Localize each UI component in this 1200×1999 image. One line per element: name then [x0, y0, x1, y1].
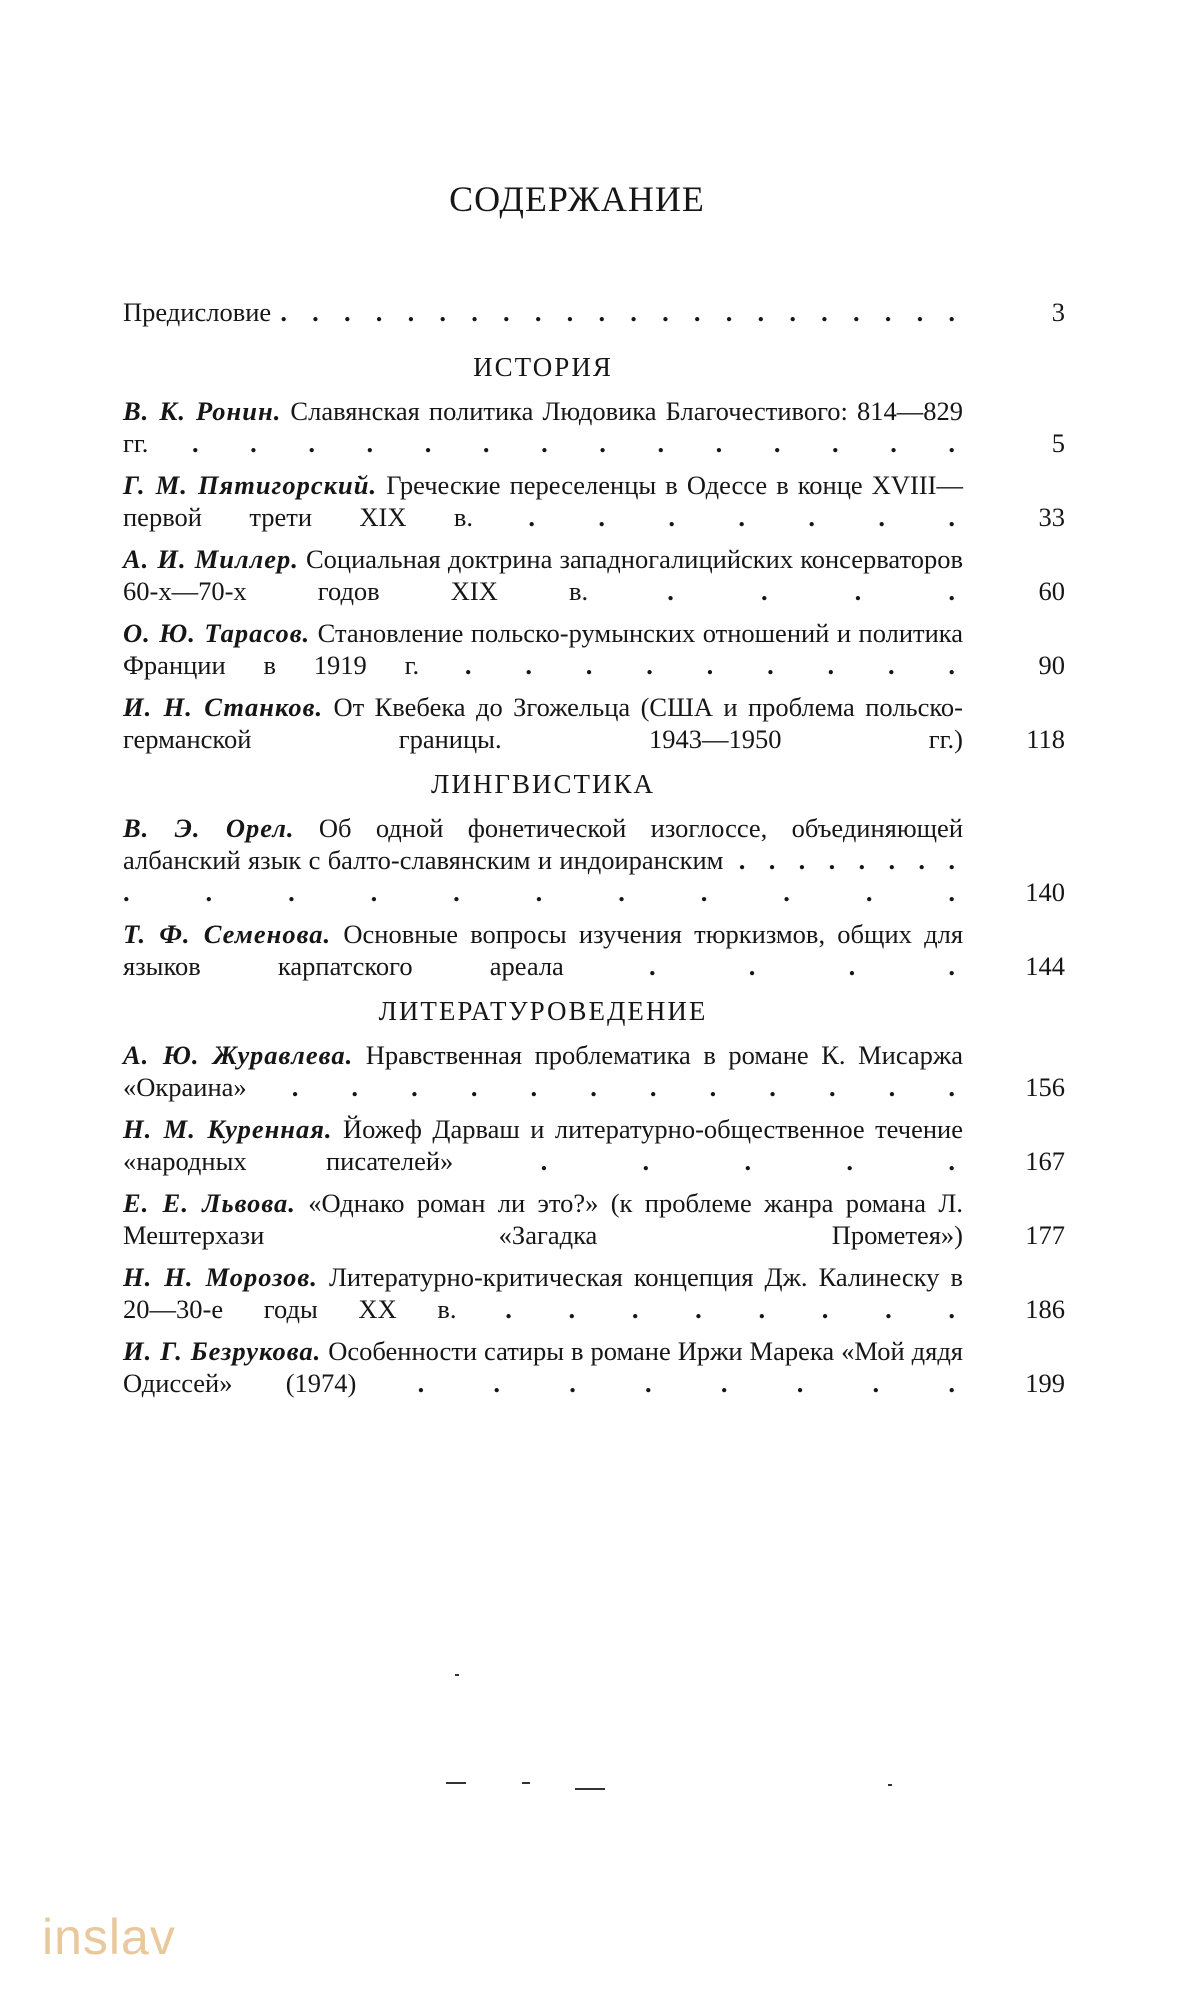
entry-text: Греческие переселенцы в Одессе в конце XVIII—первой трети XIX в. — [123, 470, 963, 532]
entry-text: Социальная доктрина западногалицийских консерваторов 60-х—70-х годов XIX в. — [123, 544, 963, 606]
leader-dots: . . . . . . . — [473, 502, 963, 532]
entry-author: И. Г. Безрукова. — [123, 1336, 322, 1366]
entry-page: 5 — [1051, 428, 1065, 458]
scan-speck — [446, 1782, 466, 1784]
entry-text: Славянская политика Людовика Благочестивого: 814—829 гг. — [123, 396, 964, 458]
toc-entry — [123, 918, 1065, 982]
leader-dots: . . . . . . . . . — [419, 650, 964, 680]
leader-dots: . . . . . . . . . . . . . . — [148, 428, 963, 458]
entry-author: Т. Ф. Семенова. — [123, 919, 332, 949]
toc-entry — [123, 1039, 1065, 1103]
section-heading: ЛИТЕРАТУРОВЕДЕНИЕ — [378, 996, 708, 1026]
entry-text: Йожеф Дарваш и литературно-общественное течение «народных писателей» — [123, 1114, 963, 1176]
toc-entry — [123, 1335, 1065, 1399]
leader-dots: . . . . . . . . — [356, 1368, 963, 1398]
toc-entry — [123, 1261, 1065, 1325]
toc-entry — [123, 691, 1065, 755]
entry-page: 177 — [1025, 1220, 1065, 1250]
entry-page: 118 — [1026, 724, 1065, 754]
entry-text: От Квебека до Згожельца (США и проблема польско-германской границы. 1943—1950 гг.) — [123, 692, 963, 754]
toc-entry — [123, 469, 1065, 533]
leader-dots: . . . . . — [453, 1146, 964, 1176]
entry-author: О. Ю. Тарасов. — [123, 618, 311, 648]
entry-author: Г. М. Пятигорский. — [123, 470, 378, 500]
entry-page: 199 — [1025, 1368, 1065, 1398]
toc-entry — [123, 543, 1065, 607]
leader-dots: . . . . — [588, 576, 964, 606]
entry-page: 156 — [1025, 1072, 1065, 1102]
watermark-logo: inslav — [42, 1909, 176, 1965]
entry-author: Е. Е. Львова. — [123, 1188, 296, 1218]
entry-author: Н. М. Куренная. — [123, 1114, 333, 1144]
leader-dots: . . . . . . . . . . . . — [246, 1072, 963, 1102]
scan-speck — [575, 1788, 605, 1790]
entry-text: Основные вопросы изучения тюркизмов, общих для языков карпатского ареала — [123, 919, 964, 981]
table-of-contents — [123, 296, 1065, 1409]
entry-page: 167 — [1025, 1146, 1065, 1176]
leader-dots: . . . . . . . . . . . . . . . . . . . . . . — [280, 297, 964, 327]
toc-entry — [123, 1113, 1065, 1177]
toc-entry — [123, 812, 1065, 908]
entry-page: 144 — [1025, 951, 1065, 981]
leader-dots: . . . . . . . . — [456, 1294, 964, 1324]
entry-text: «Однако роман ли это?» (к проблеме жанра романа Л. Мештерхази «Загадка Прометея») — [123, 1188, 964, 1250]
toc-entry — [123, 395, 1065, 459]
entry-page: 3 — [1051, 297, 1065, 327]
toc-entry — [123, 617, 1065, 681]
entry-author: Н. Н. Морозов. — [123, 1262, 318, 1292]
entry-text: Предисловие — [123, 297, 272, 327]
entry-text: Об одной фонетической изоглоссе, объединяющей албанский язык с балто-славянским и индоиранским — [123, 813, 963, 875]
entry-author: А. И. Миллер. — [123, 544, 299, 574]
entry-page: 90 — [1038, 650, 1065, 680]
page-title: СОДЕРЖАНИЕ — [449, 179, 705, 219]
entry-text: Литературно-критическая концепция Дж. Калинеску в 20—30-е годы XX в. — [123, 1262, 963, 1324]
toc-entry-preface — [123, 296, 1065, 328]
entry-page: 60 — [1038, 576, 1065, 606]
entry-page: 140 — [1025, 877, 1065, 907]
entry-text: Нравственная проблематика в романе К. Мисаржа «Окраина» — [123, 1040, 964, 1102]
entry-text: Особенности сатиры в романе Иржи Марека «Мой дядя Одиссей» (1974) — [123, 1336, 963, 1398]
scan-speck — [455, 1674, 459, 1676]
scan-speck — [522, 1782, 530, 1784]
toc-entry — [123, 1187, 1065, 1251]
leader-dots: . . . . — [563, 951, 964, 981]
section-heading: ЛИНГВИСТИКА — [431, 769, 655, 799]
entry-author: В. К. Ронин. — [123, 396, 282, 426]
entry-author: А. Ю. Журавлева. — [123, 1040, 354, 1070]
entry-author: В. Э. Орел. — [123, 813, 295, 843]
entry-page: 186 — [1025, 1294, 1065, 1324]
scan-speck — [888, 1784, 892, 1786]
entry-page: 33 — [1038, 502, 1065, 532]
section-heading: ИСТОРИЯ — [473, 352, 613, 382]
entry-author: И. Н. Станков. — [123, 692, 324, 722]
entry-text: Становление польско-румынских отношений и политика Франции в 1919 г. — [123, 618, 964, 680]
leader-dots: . . . . . . . . . . . . . . . . . . . — [123, 845, 963, 907]
